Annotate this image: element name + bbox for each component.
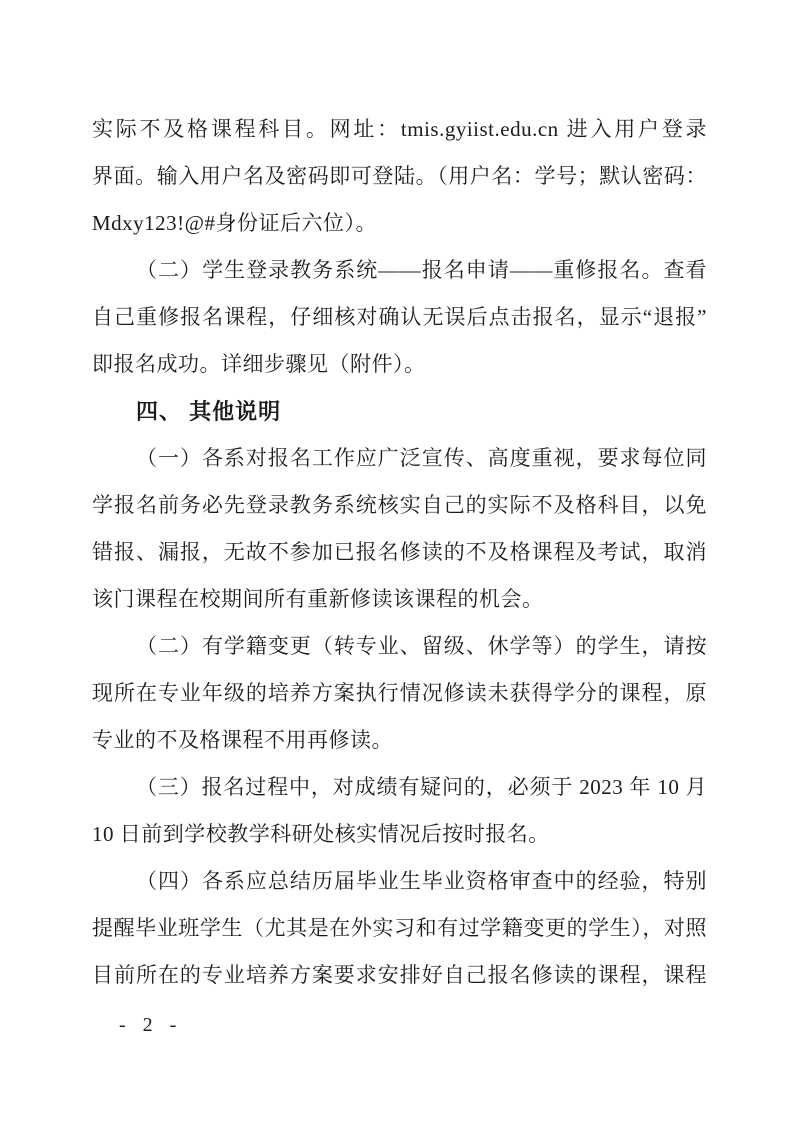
body-line: 目前所在的专业培养方案要求安排好自己报名修读的课程，课程 (92, 963, 707, 987)
body-line: 错报、漏报，无故不参加已报名修读的不及格课程及考试，取消 (92, 540, 707, 564)
body-line: 自己重修报名课程，仔细核对确认无误后点击报名，显示“退报” (92, 305, 707, 329)
body-line: 学报名前务必先登录教务系统核实自己的实际不及格科目，以免 (92, 493, 707, 517)
body-line: 专业的不及格课程不用再修读。 (92, 728, 393, 752)
body-line: 提醒毕业班学生（尤其是在外实习和有过学籍变更的学生），对照 (92, 916, 707, 940)
body-line: （二）学生登录教务系统——报名申请——重修报名。查看 (136, 258, 707, 282)
body-line: 界面。输入用户名及密码即可登陆。（用户名：学号；默认密码： (92, 164, 707, 188)
body-line: 10 日前到学校教学科研处核实情况后按时报名。 (92, 822, 550, 846)
body-line: 现所在专业年级的培养方案执行情况修读未获得学分的课程，原 (92, 681, 707, 705)
body-line: Mdxy123!@#身份证后六位）。 (92, 211, 378, 235)
body-line: （二）有学籍变更（转专业、留级、休学等）的学生，请按 (136, 634, 707, 658)
body-line: （三）报名过程中，对成绩有疑问的，必须于 2023 年 10 月 (136, 775, 707, 799)
page-number: - 2 - (119, 1014, 183, 1036)
document-body (92, 106, 707, 999)
body-line: 即报名成功。详细步骤见（附件）。 (92, 352, 426, 376)
body-line: 该门课程在校期间所有重新修读该课程的机会。 (92, 587, 544, 611)
body-line: （四）各系应总结历届毕业生毕业资格审查中的经验，特别 (136, 869, 707, 893)
body-line: （一）各系对报名工作应广泛宣传、高度重视，要求每位同 (136, 446, 707, 470)
section-heading: 四、 其他说明 (136, 399, 282, 424)
body-line: 实际不及格课程科目。网址：tmis.gyiist.edu.cn 进入用户登录 (92, 117, 707, 141)
